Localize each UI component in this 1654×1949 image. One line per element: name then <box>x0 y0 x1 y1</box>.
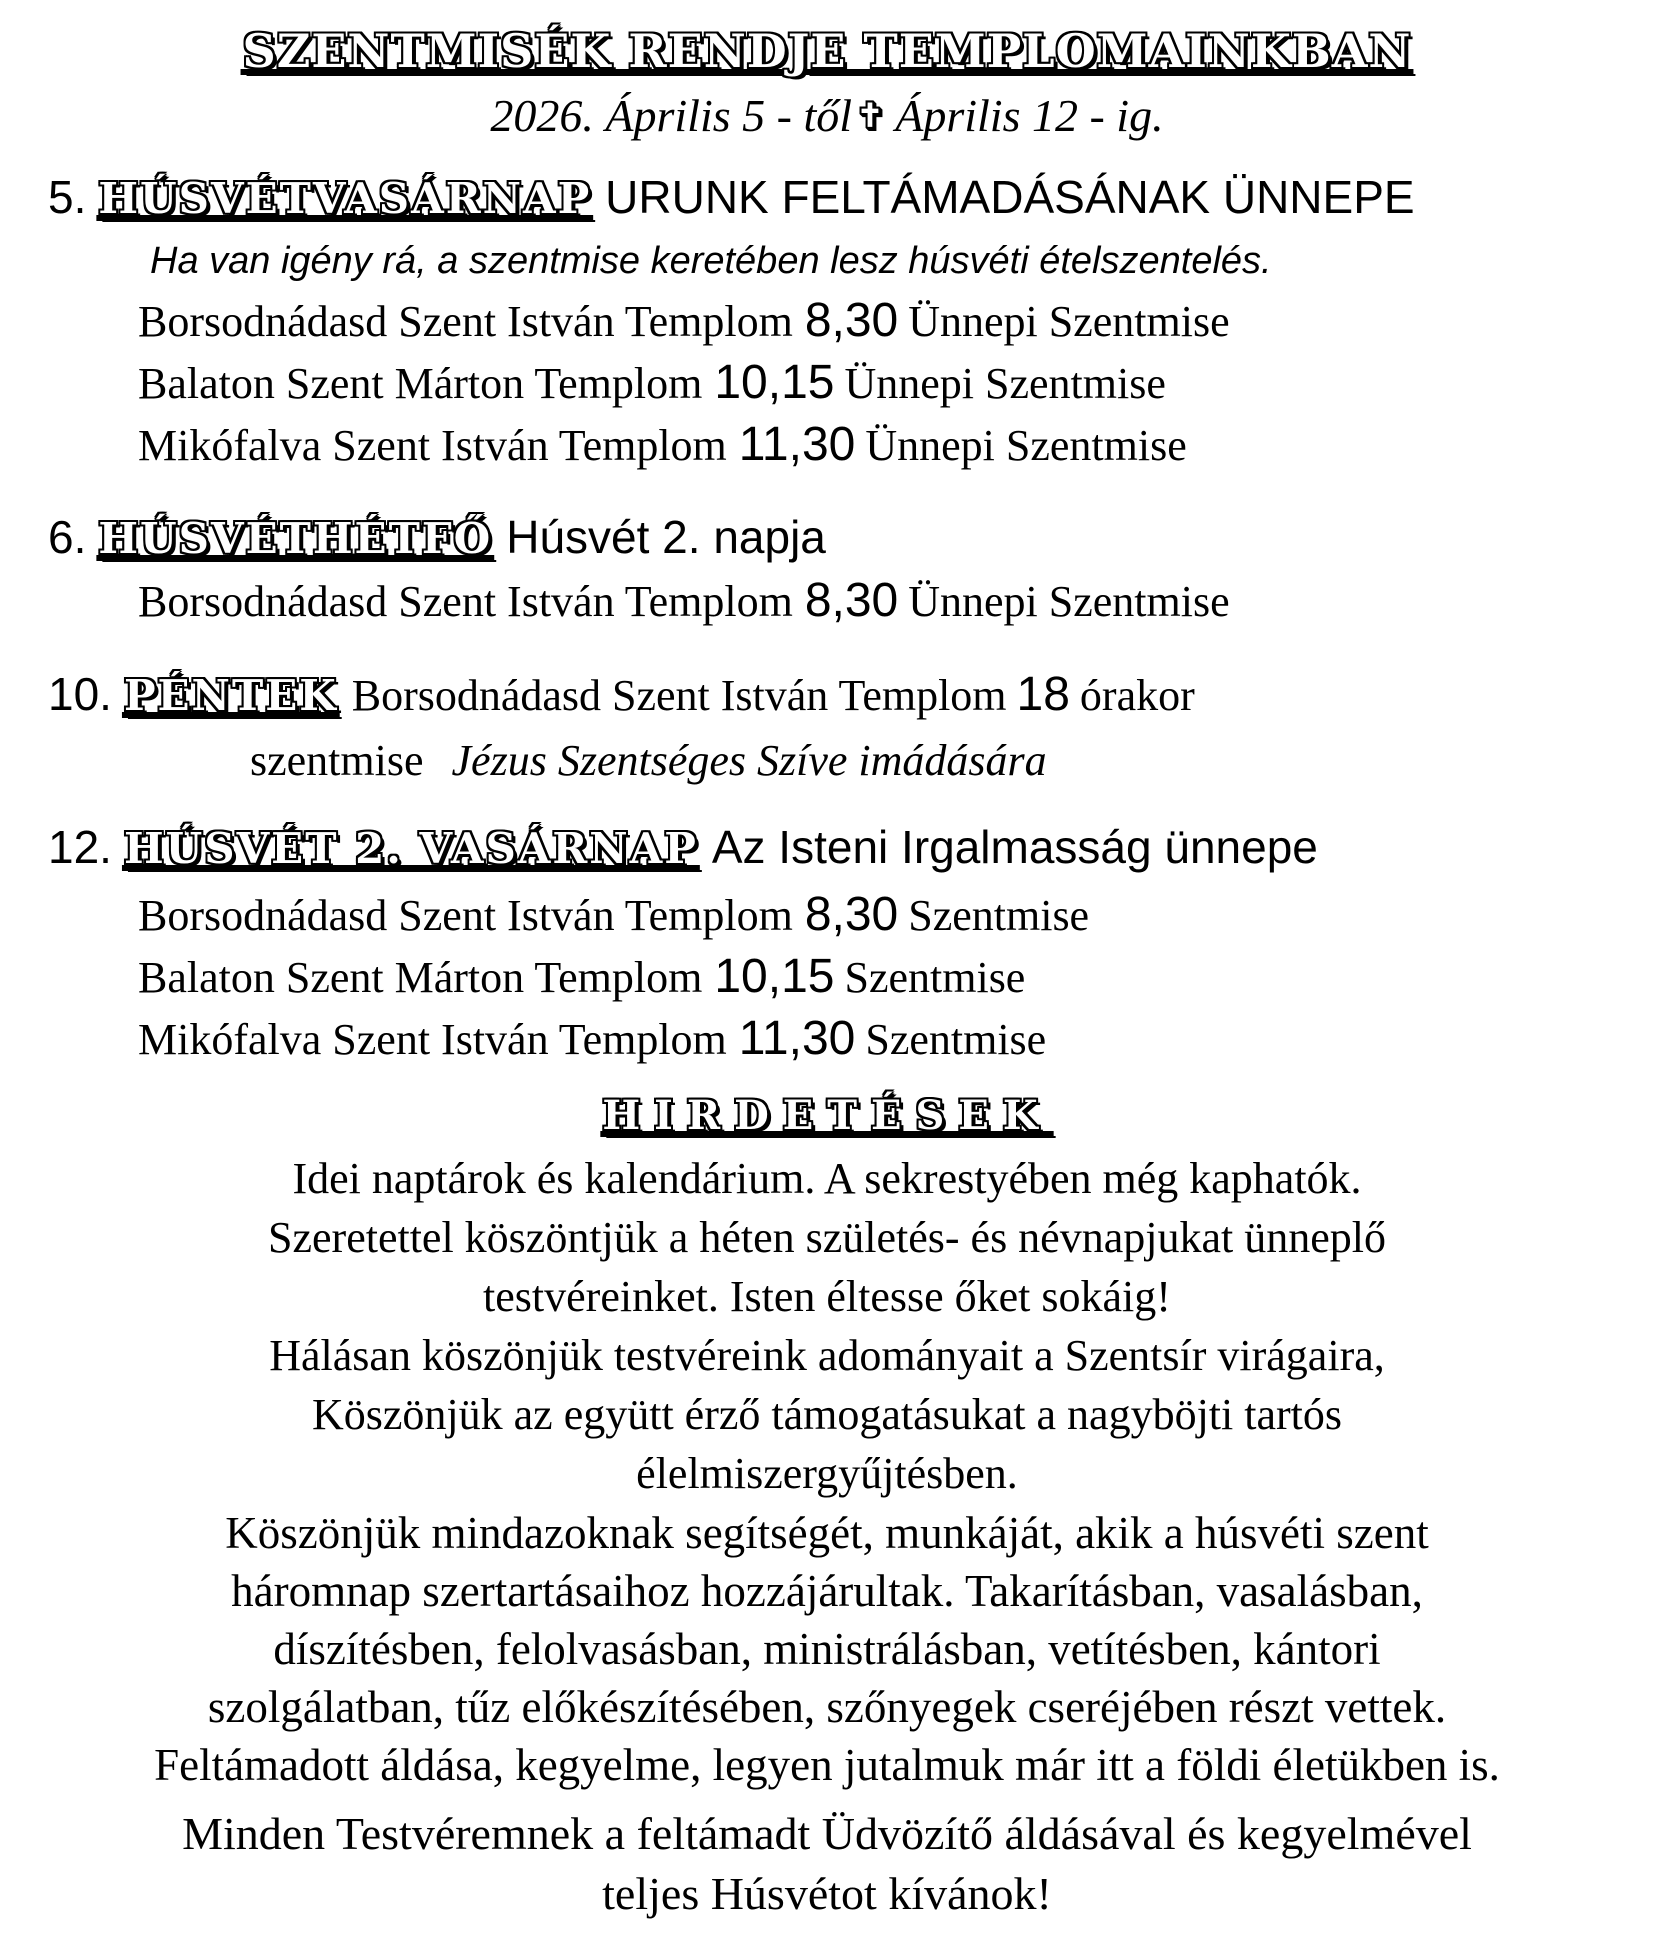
heading-easter-sunday <box>48 172 1415 224</box>
thanks-text: szolgálatban, tűz előkészítésében, szőnyegek cseréjében részt vettek. <box>207 1682 1447 1732</box>
mass-row <box>138 574 1230 628</box>
day-title: Az Isteni Irgalmasság ünnepe <box>711 821 1318 873</box>
closing-text: Minden Testvéremnek a feltámadt Üdvözítő áldásával és kegyelmével <box>182 1808 1472 1859</box>
day-number: 5. <box>48 171 87 223</box>
closing-line <box>0 1868 1654 1920</box>
thanks-line <box>0 1508 1654 1558</box>
thanks-text: háromnap szertartásaihoz hozzájárultak. Takarításban, vasalásban, <box>231 1566 1423 1616</box>
mass-row <box>138 888 1089 942</box>
mass-desc: Ünnepi Szentmise <box>844 359 1166 408</box>
mass-place: Mikófalva Szent István Templom <box>138 1015 727 1064</box>
thanks-line <box>0 1682 1654 1732</box>
mass-time: 8,30 <box>804 294 899 347</box>
day-number: 12. <box>48 821 112 873</box>
devotion-title: Jézus Szentséges Szíve imádására <box>451 736 1047 785</box>
easter-note-text: Ha van igény rá, a szentmise keretében lesz húsvéti ételszentelés. <box>150 240 1272 282</box>
cross-icon: ✞ <box>854 92 890 141</box>
mass-row <box>138 294 1230 348</box>
heading-friday <box>48 668 1195 722</box>
mass-time: 8,30 <box>804 888 899 941</box>
mass-desc: Ünnepi Szentmise <box>908 297 1230 346</box>
mass-row <box>138 356 1166 410</box>
mass-place: Borsodnádasd Szent István Templom <box>138 577 793 626</box>
heading-easter-monday <box>48 512 826 564</box>
mass-desc: Szentmise <box>865 1015 1047 1064</box>
day-name: HÚSVÉT 2. VASÁRNAP <box>123 824 698 873</box>
date-range <box>0 90 1654 142</box>
announcement-text: Szeretettel köszöntjük a héten születés- és névnapjukat ünneplő <box>268 1213 1386 1262</box>
mass-time-suffix: órakor <box>1079 671 1195 720</box>
mass-time: 8,30 <box>804 574 899 627</box>
mass-row <box>138 950 1025 1004</box>
announcements-heading-text: HIRDETÉSEK <box>602 1092 1052 1139</box>
announcement-text: Idei naptárok és kalendárium. A sekrestyében még kaphatók. <box>292 1154 1362 1203</box>
thanks-text: díszítésben, felolvasásban, ministrálásban, vetítésben, kántori <box>273 1624 1381 1674</box>
mass-row <box>138 418 1187 472</box>
announcement-line <box>0 1390 1654 1439</box>
day-name: HÚSVÉTHÉTFŐ <box>98 514 493 563</box>
announcements-heading <box>0 1094 1654 1139</box>
announcement-line <box>0 1449 1654 1498</box>
closing-text: teljes Húsvétot kívánok! <box>602 1868 1052 1919</box>
day-name: HÚSVÉTVASÁRNAP <box>98 174 592 223</box>
announcement-text: Hálásan köszönjük testvéreink adományait a Szentsír virágaira, <box>269 1331 1385 1380</box>
date-from: 2026. Április 5 - től <box>490 90 853 141</box>
thanks-text: Köszönjük mindazoknak segítségét, munkáját, akik a húsvéti szent <box>225 1508 1429 1558</box>
page-title-text: SZENTMISÉK RENDJE TEMPLOMAINKBAN <box>242 24 1412 78</box>
announcement-text: élelmiszergyűjtésben. <box>636 1449 1018 1498</box>
day-number: 10. <box>48 668 112 720</box>
announcement-line <box>0 1331 1654 1380</box>
date-to: Április 12 - ig. <box>895 90 1164 141</box>
devotion-lead: szentmise <box>250 736 424 785</box>
thanks-line <box>0 1624 1654 1674</box>
mass-place: Balaton Szent Márton Templom <box>138 953 703 1002</box>
easter-note <box>150 240 1272 283</box>
mass-desc: Ünnepi Szentmise <box>865 421 1187 470</box>
mass-place: Borsodnádasd Szent István Templom <box>138 297 793 346</box>
day-number: 6. <box>48 511 87 563</box>
announcement-line <box>0 1213 1654 1262</box>
mass-row <box>138 1012 1046 1066</box>
announcement-text: Köszönjük az együtt érző támogatásukat a nagyböjti tartós <box>311 1390 1343 1439</box>
announcement-text: testvéreinket. Isten éltesse őket sokáig! <box>483 1272 1171 1321</box>
mass-place: Mikófalva Szent István Templom <box>138 421 727 470</box>
page-title <box>0 26 1654 78</box>
mass-time: 11,30 <box>738 418 856 471</box>
mass-time: 10,15 <box>714 950 835 1003</box>
mass-place: Borsodnádasd Szent István Templom <box>138 891 793 940</box>
announcement-line <box>0 1272 1654 1321</box>
thanks-line <box>0 1566 1654 1616</box>
day-title: Húsvét 2. napja <box>506 511 826 563</box>
mass-desc: Ünnepi Szentmise <box>908 577 1230 626</box>
mass-desc: Szentmise <box>844 953 1026 1002</box>
mass-desc: Szentmise <box>908 891 1090 940</box>
mass-place: Borsodnádasd Szent István Templom <box>351 671 1007 720</box>
friday-devotion-line <box>250 736 1047 785</box>
heading-divine-mercy-sunday <box>48 822 1318 874</box>
mass-time: 18 <box>1016 668 1070 721</box>
thanks-text: Feltámadott áldása, kegyelme, legyen jutalmuk már itt a földi életükben is. <box>154 1740 1500 1790</box>
closing-line <box>0 1808 1654 1860</box>
mass-place: Balaton Szent Márton Templom <box>138 359 703 408</box>
mass-time: 10,15 <box>714 356 835 409</box>
day-name: PÉNTEK <box>123 671 338 720</box>
thanks-line <box>0 1740 1654 1790</box>
day-title: URUNK FELTÁMADÁSÁNAK ÜNNEPE <box>605 171 1415 223</box>
announcement-line <box>0 1154 1654 1203</box>
mass-time: 11,30 <box>738 1012 856 1065</box>
